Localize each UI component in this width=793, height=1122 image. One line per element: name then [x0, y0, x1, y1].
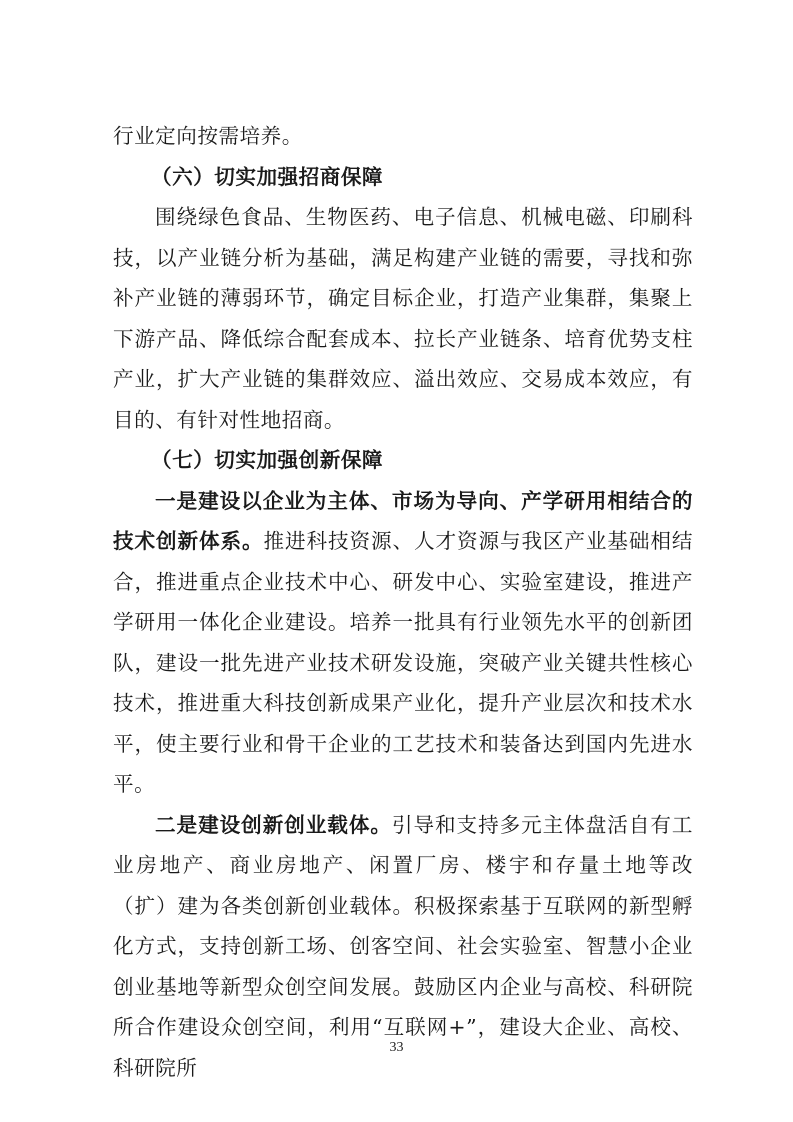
- document-body: [113, 116, 693, 1088]
- page-number: 33: [389, 1040, 404, 1055]
- point1-lead: 一是建设以企业为主体、市场为导向、产学研用相结合的技术创新体系。: [113, 488, 693, 553]
- paragraph-innovation-system: [113, 481, 693, 805]
- section-heading-6: （六）切实加强招商保障: [151, 164, 384, 189]
- section-heading-7: （七）切实加强创新保障: [151, 448, 384, 472]
- point2-body: 引导和支持多元主体盘活自有工业房地产、商业房地产、闲置厂房、楼宇和存量土地等改（扩）建为各类创新创业载体。积极探索基于互联网的新型孵化方式，支持创新工场、创客空间、社会实验室、智慧小企业创业基地等新型众创空间发展。鼓励区内企业与高校、科研院所合作建设众创空间，利用“互联网+”，建设大企业、高校、科研院所: [113, 812, 694, 1080]
- paragraph-investment: 围绕绿色食品、生物医药、电子信息、机械电磁、印刷科技，以产业链分析为基础，满足构建产业链的需要，寻找和弥补产业链的薄弱环节，确定目标企业，打造产业集群，集聚上下游产品、降低综合配套成本、拉长产业链条、培育优势支柱产业，扩大产业链的集群效应、溢出效应、交易成本效应，有目的、有针对性地招商。: [113, 205, 693, 432]
- point1-body: 推进科技资源、人才资源与我区产业基础相结合，推进重点企业技术中心、研发中心、实验室建设，推进产学研用一体化企业建设。培养一批具有行业领先水平的创新团队，建设一批先进产业技术研发设施，突破产业关键共性核心技术，推进重大科技创新成果产业化，提升产业层次和技术水平，使主要行业和骨干企业的工艺技术和装备达到国内先进水平。: [113, 529, 694, 796]
- point2-lead: 二是建设创新创业载体。: [155, 812, 392, 837]
- paragraph-continuation: 行业定向按需培养。: [113, 124, 303, 148]
